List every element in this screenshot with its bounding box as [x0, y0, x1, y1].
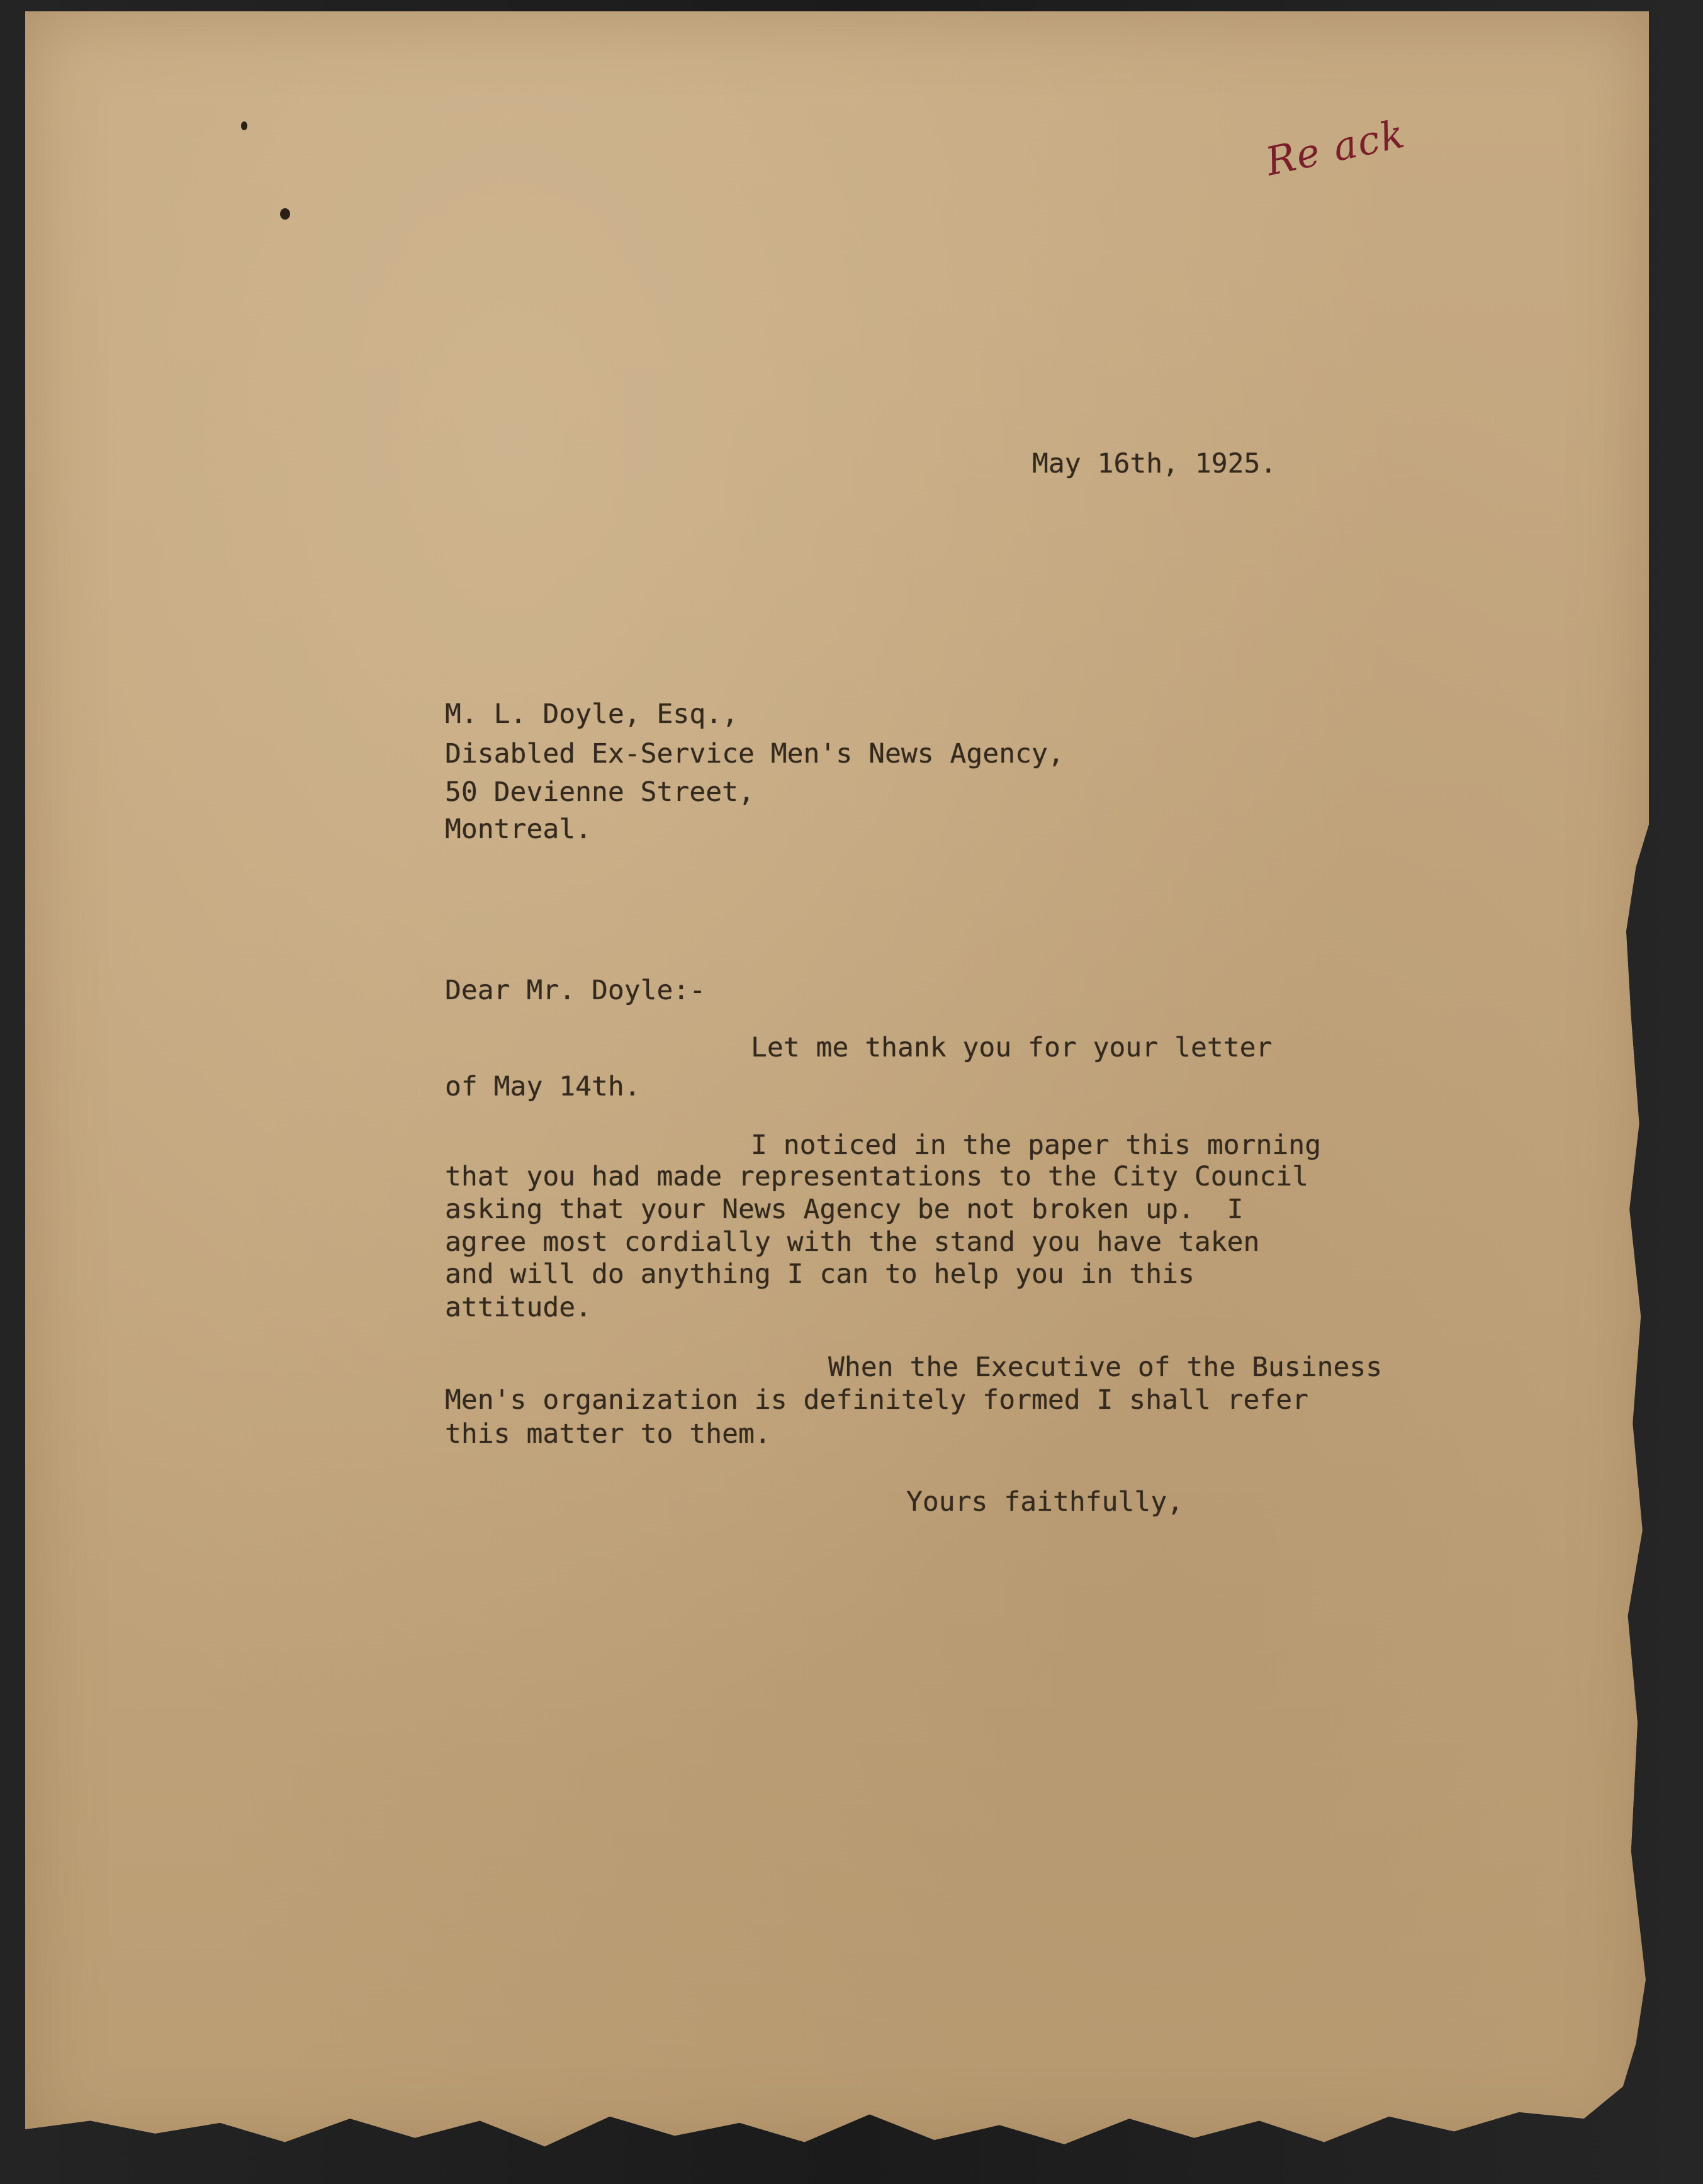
punch-hole-top	[241, 121, 247, 130]
paragraph-2-line-6: attitude.	[445, 1292, 592, 1323]
recipient-organization: Disabled Ex-Service Men's News Agency,	[445, 738, 1064, 770]
paragraph-2-line-2: that you had made representations to the City Council	[445, 1161, 1309, 1192]
paragraph-2-line-1: I noticed in the paper this morning	[751, 1129, 1322, 1161]
recipient-city: Montreal.	[445, 814, 592, 845]
recipient-street: 50 Devienne Street,	[445, 776, 755, 808]
recipient-name: M. L. Doyle, Esq.,	[445, 698, 738, 730]
paragraph-3-line-1: When the Executive of the Business	[828, 1352, 1383, 1383]
salutation: Dear Mr. Doyle:-	[445, 975, 706, 1006]
paragraph-2-line-3: asking that your News Agency be not broken up. I	[445, 1194, 1244, 1225]
paragraph-2-line-5: and will do anything I can to help you in this	[445, 1258, 1194, 1290]
letter-date: May 16th, 1925.	[1032, 448, 1277, 479]
punch-hole-bottom	[280, 208, 290, 220]
letter-page	[25, 11, 1649, 2151]
paragraph-3-line-3: this matter to them.	[445, 1418, 771, 1450]
paragraph-2-line-4: agree most cordially with the stand you have taken	[445, 1226, 1260, 1258]
closing: Yours faithfully,	[906, 1486, 1184, 1518]
paragraph-3-line-2: Men's organization is definitely formed I shall refer	[445, 1384, 1309, 1416]
paragraph-1-line-2: of May 14th.	[445, 1071, 641, 1102]
handwritten-annotation: Re ack	[1261, 110, 1410, 185]
paragraph-1-line-1: Let me thank you for your letter	[751, 1032, 1273, 1063]
